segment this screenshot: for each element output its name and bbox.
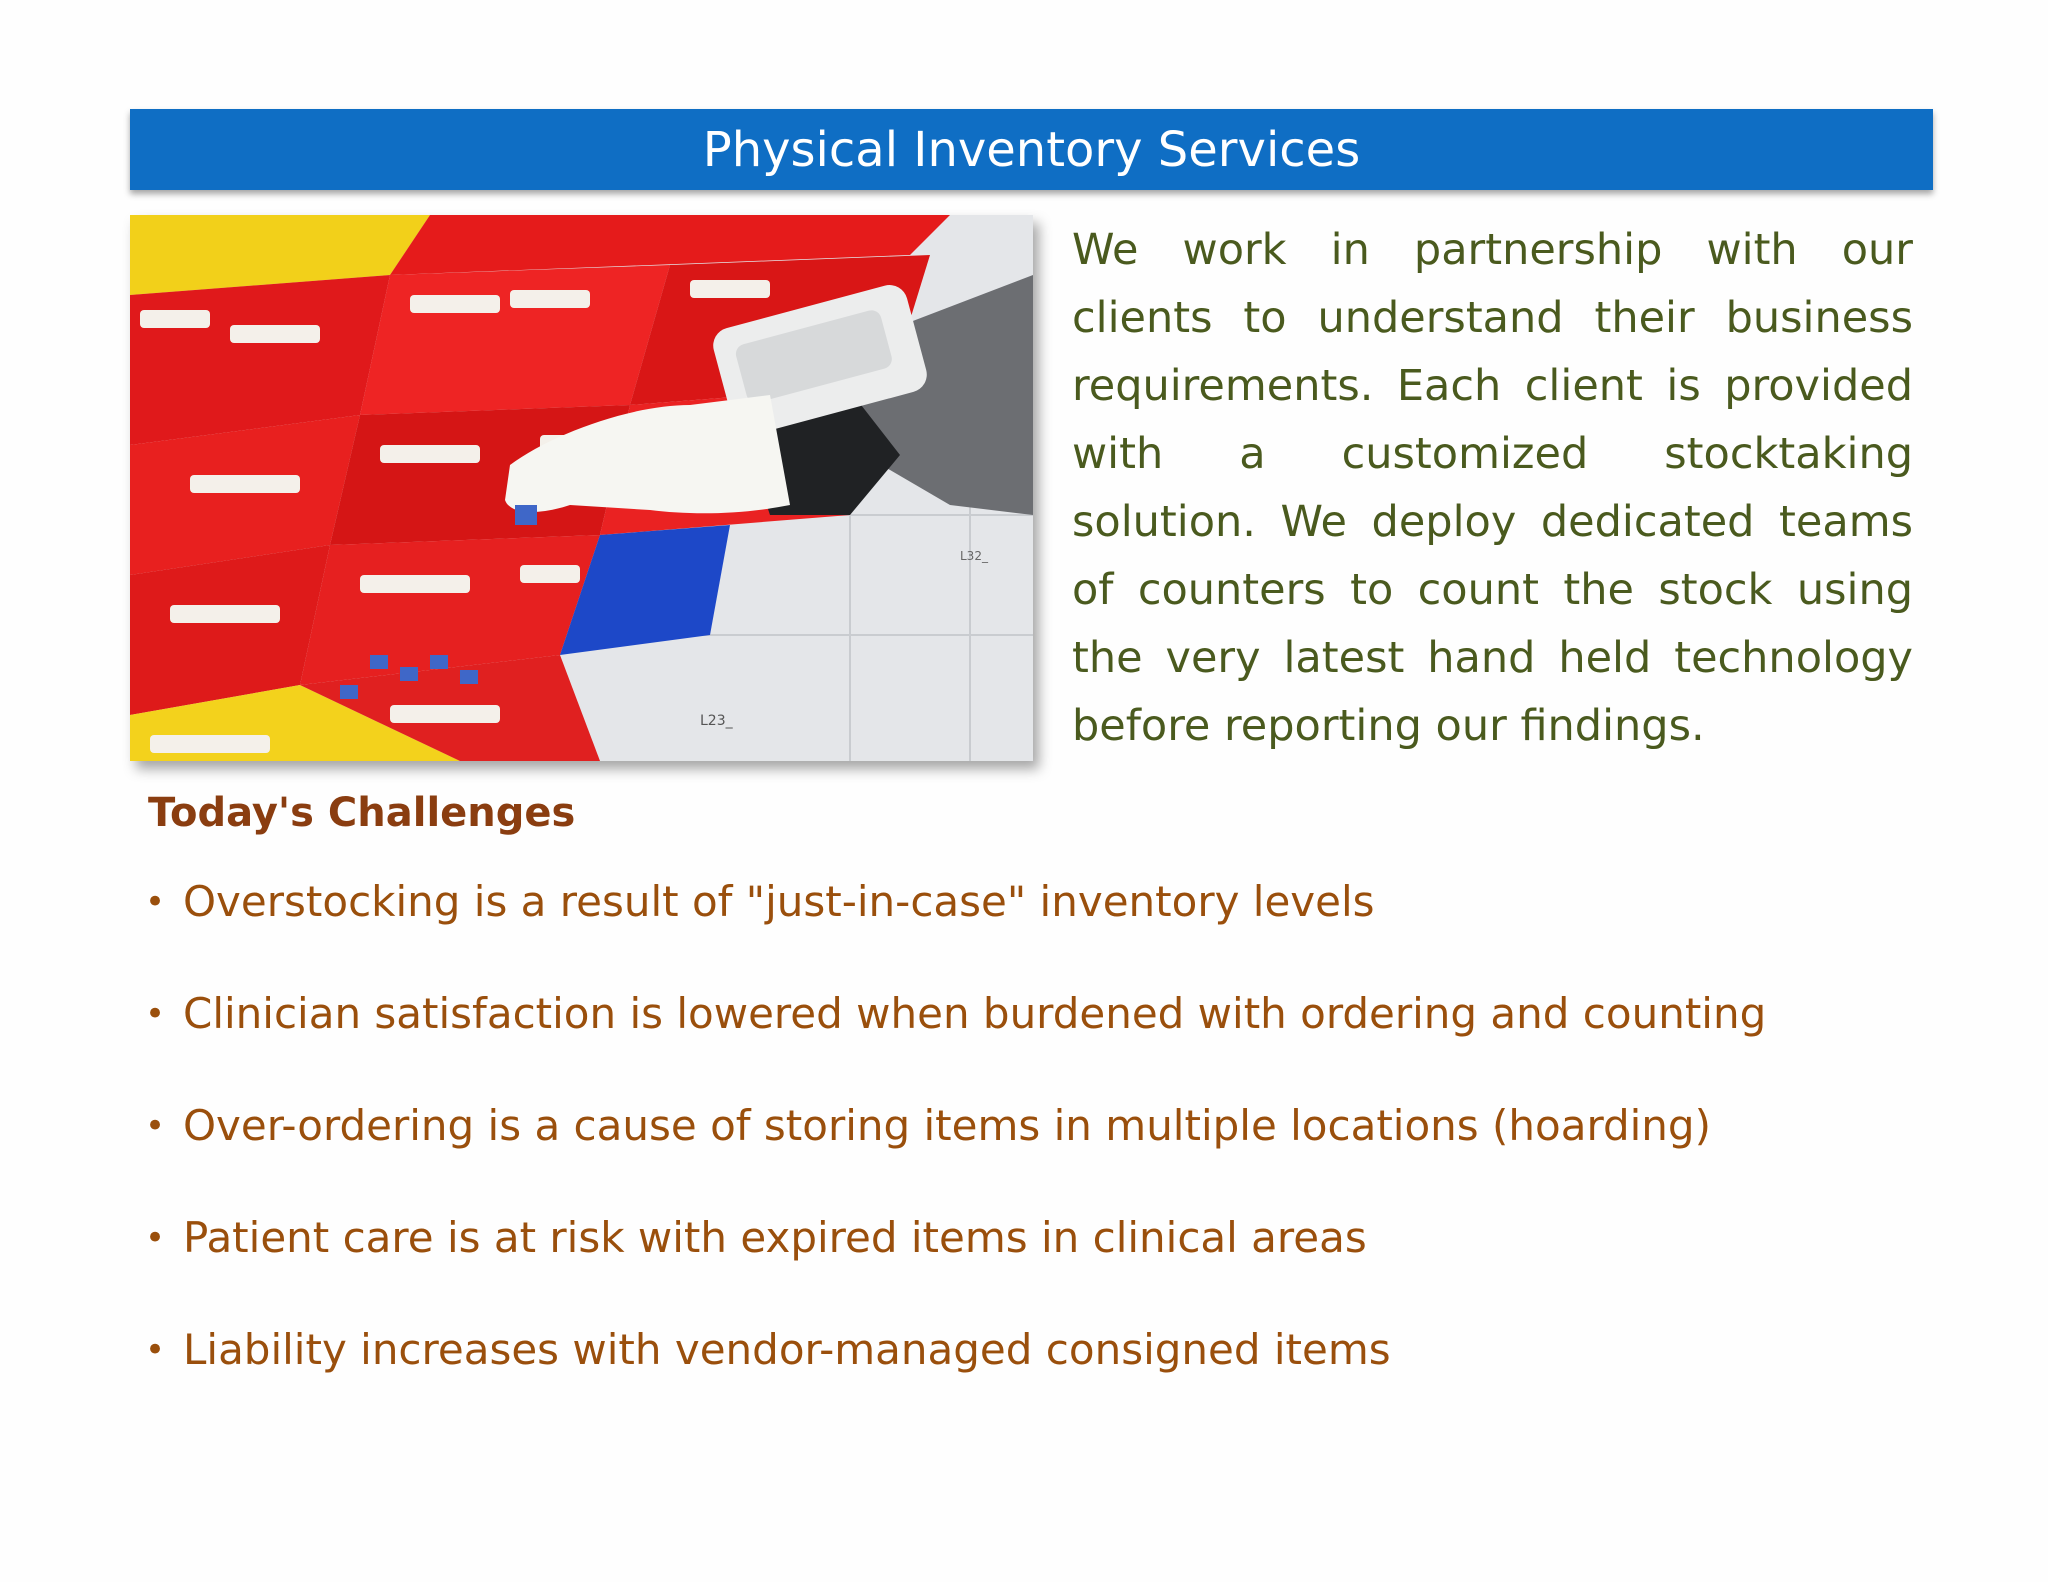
- list-item-text: Over-ordering is a cause of storing items in multiple locations (hoarding): [183, 1101, 1711, 1150]
- list-item: [145, 1096, 1905, 1208]
- list-item: [145, 984, 1905, 1096]
- bullet-icon: •: [145, 994, 166, 1034]
- list-item: [145, 1320, 1905, 1432]
- challenges-list: [145, 872, 1905, 1432]
- svg-text:L23_: L23_: [700, 713, 733, 729]
- intro-paragraph: We work in partnership with our clients to understand their business requirements. Each client is provided with a customized stocktaking solution. We deploy dedicated teams of counters to count the stock using the very latest hand held technology before reporting our findings.: [1072, 225, 1913, 751]
- title-banner: [130, 109, 1933, 190]
- list-item: [145, 872, 1905, 984]
- list-item-text: Liability increases with vendor-managed consigned items: [183, 1325, 1391, 1374]
- bullet-icon: •: [145, 882, 166, 922]
- bullet-icon: •: [145, 1330, 166, 1370]
- inventory-photo-illustration: [130, 215, 1033, 761]
- bullet-icon: •: [145, 1106, 166, 1146]
- svg-text:L32_: L32_: [960, 549, 988, 563]
- challenges-heading: Today's Challenges: [148, 790, 576, 836]
- list-item-text: Clinician satisfaction is lowered when burdened with ordering and counting: [183, 989, 1767, 1038]
- list-item-text: Overstocking is a result of "just-in-case" inventory levels: [183, 877, 1375, 926]
- bullet-icon: •: [145, 1218, 166, 1258]
- list-item-text: Patient care is at risk with expired items in clinical areas: [183, 1213, 1367, 1262]
- page-title: Physical Inventory Services: [702, 121, 1361, 178]
- inventory-photo: [130, 215, 1033, 761]
- list-item: [145, 1208, 1905, 1320]
